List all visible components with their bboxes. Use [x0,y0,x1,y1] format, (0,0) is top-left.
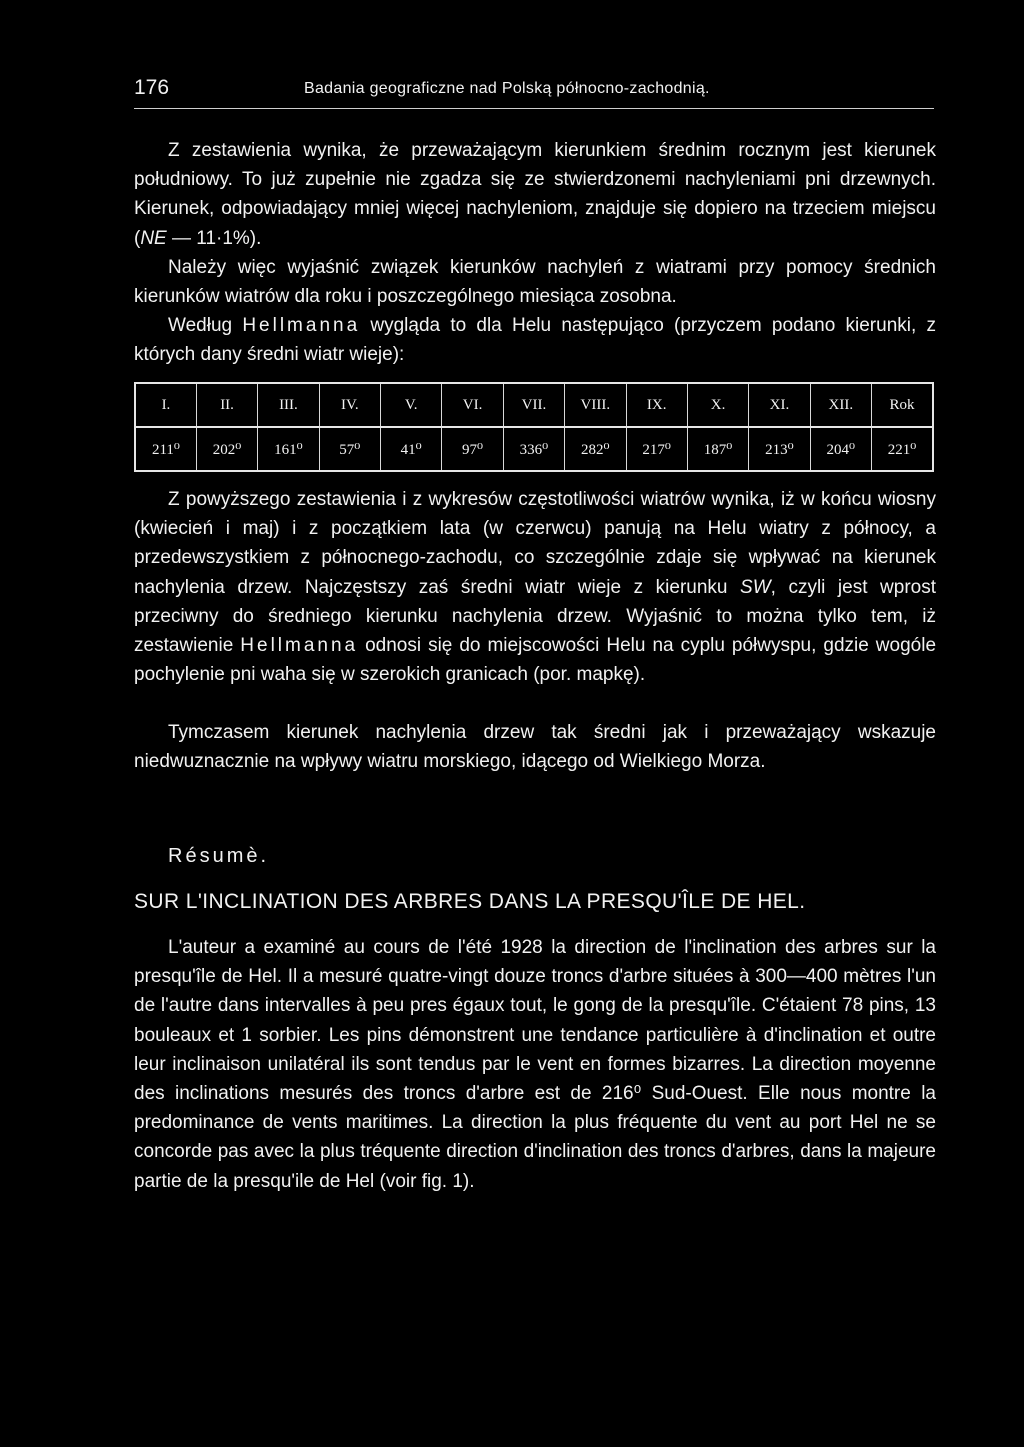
table-cell: 221⁰ [872,427,934,471]
table-header-cell: XII. [810,383,871,427]
table-header-cell: X. [687,383,748,427]
p2-text: Należy więc wyjaśnić związek kierunków nachyleń z wiatrami przy pomocy średnich kierunków wiatrów dla roku i poszczególnego miesiąca zosobna. [134,257,936,308]
p1-tail: — 11·1%). [166,227,262,249]
table-header-cell: VIII. [565,383,626,427]
resume-title: SUR L'INCLINATION DES ARBRES DANS LA PRESQU'ÎLE DE HEL. [134,890,806,913]
table-header-cell: II. [196,383,257,427]
p3-author: Hellmanna [242,315,361,336]
table-cell: 217⁰ [626,427,687,471]
table-header-cell: VI. [442,383,503,427]
p1-direction: NE [140,227,167,249]
p4-direction: SW [740,576,771,598]
table-cell: 282⁰ [565,427,626,471]
table-header-cell: III. [258,383,319,427]
table-cell: 97⁰ [442,427,503,471]
page-number: 176 [134,76,170,99]
table-header-cell: VII. [503,383,564,427]
resume-text: L'auteur a examiné au cours de l'été 1928 la direction de l'inclination des arbres sur la presqu'île de Hel. Il a mesuré quatre-vingt douze troncs d'arbre situées à 300—400 mètres l'un de l'autre dans intervalles à peu pres égaux tout, le gong de la presqu'île. C'étaient 78 pins, 13 bouleaux et 1 sorbier. Les pins démonstrent une tendance particulière à d'inclination et outre leur inclinaison unilatéral ils sont tendus par le vent en formes bizarres. La direction moyenne des inclinations mesurés des troncs d'arbre est de 216⁰ Sud-Ouest. Elle nous montre la predominance de vents maritimes. La direction la plus fréquente du vent au port Hel ne se concorde pas avec la plus tréquente direction d'inclination des troncs d'arbres, dans la majeure partie de la presqu'ile de Hel (voir fig. 1). [134,937,936,1192]
paragraph-explain [134,253,936,311]
p4-text-3: odnosi się do miejscowości Helu na cyplu półwyspu, gdzie wogóle pochylenie pni waha się w szerokich granicach (por. mapkę). [134,635,937,686]
table-cell: 57⁰ [319,427,380,471]
p4-text: Z powyższego zestawienia i z wykresów częstotliwości wiatrów wynika, iż w końcu wiosny (kwiecień i maj) i z początkiem lata (w czerwcu) panują na Helu wiatry z północy, a przedewszystkiem z północnego-zachodu, co szczególnie zdaje się wpływać na kierunek nachylenia drzew. Najczęstszy zaś średni wiatr wieje z kierunku [134,489,936,598]
p3-tail: wygląda to dla Helu następująco (przyczem podano kierunki, z których dany średni wiatr wieje): [134,315,937,366]
running-header [134,72,934,109]
table-header-cell: IX. [626,383,687,427]
table-cell: 161⁰ [258,427,319,471]
table-cell: 204⁰ [810,427,871,471]
resume-paragraph [134,933,936,1196]
p5-text: Tymczasem kierunek nachylenia drzew tak średni jak i przeważający wskazuje niedwuznacznie na wpływy wiatru morskiego, idącego od Wielkiego Morza. [134,722,936,773]
resume-label: Résumè. [168,845,270,867]
table-cell: 202⁰ [196,427,257,471]
p3-text: Według [168,315,243,336]
p4-author: Hellmanna [240,635,359,657]
p1-text: Z zestawienia wynika, że przeważającym kierunkiem średnim rocznym jest kierunek południowy. To już zupełnie nie zgadza się ze stwierdzonemi nachyleniami pni drzewnych. Kierunek, odpowiadający mniej więcej nachyleniom, znajduje się dopiero na trzeciem miejscu ( [134,140,936,249]
table-cell: 187⁰ [687,427,748,471]
table-header-cell: XI. [749,383,810,427]
table-cell: 211⁰ [135,427,196,471]
paragraph-hellmann [134,311,936,369]
p4-text-2: , czyli jest wprost przeciwny do średniego kierunku nachylenia drzew. Wyjaśnić to można tylko tem, iż zestawienie [134,576,936,657]
table-row [135,427,933,471]
table-header-cell: I. [135,383,196,427]
table-header-cell: V. [381,383,442,427]
paragraph-wind-summary [134,136,936,253]
table-header-cell: IV. [319,383,380,427]
paragraph-conclusions [134,485,936,689]
table-cell: 41⁰ [381,427,442,471]
paragraph-sea-wind [134,718,936,776]
running-title: Badania geograficzne nad Polską północno-zachodnią. [304,80,710,97]
table-cell: 336⁰ [503,427,564,471]
table-header-cell: Rok [872,383,934,427]
wind-direction-table [134,382,934,472]
table-header-row [135,383,933,427]
table-cell: 213⁰ [749,427,810,471]
